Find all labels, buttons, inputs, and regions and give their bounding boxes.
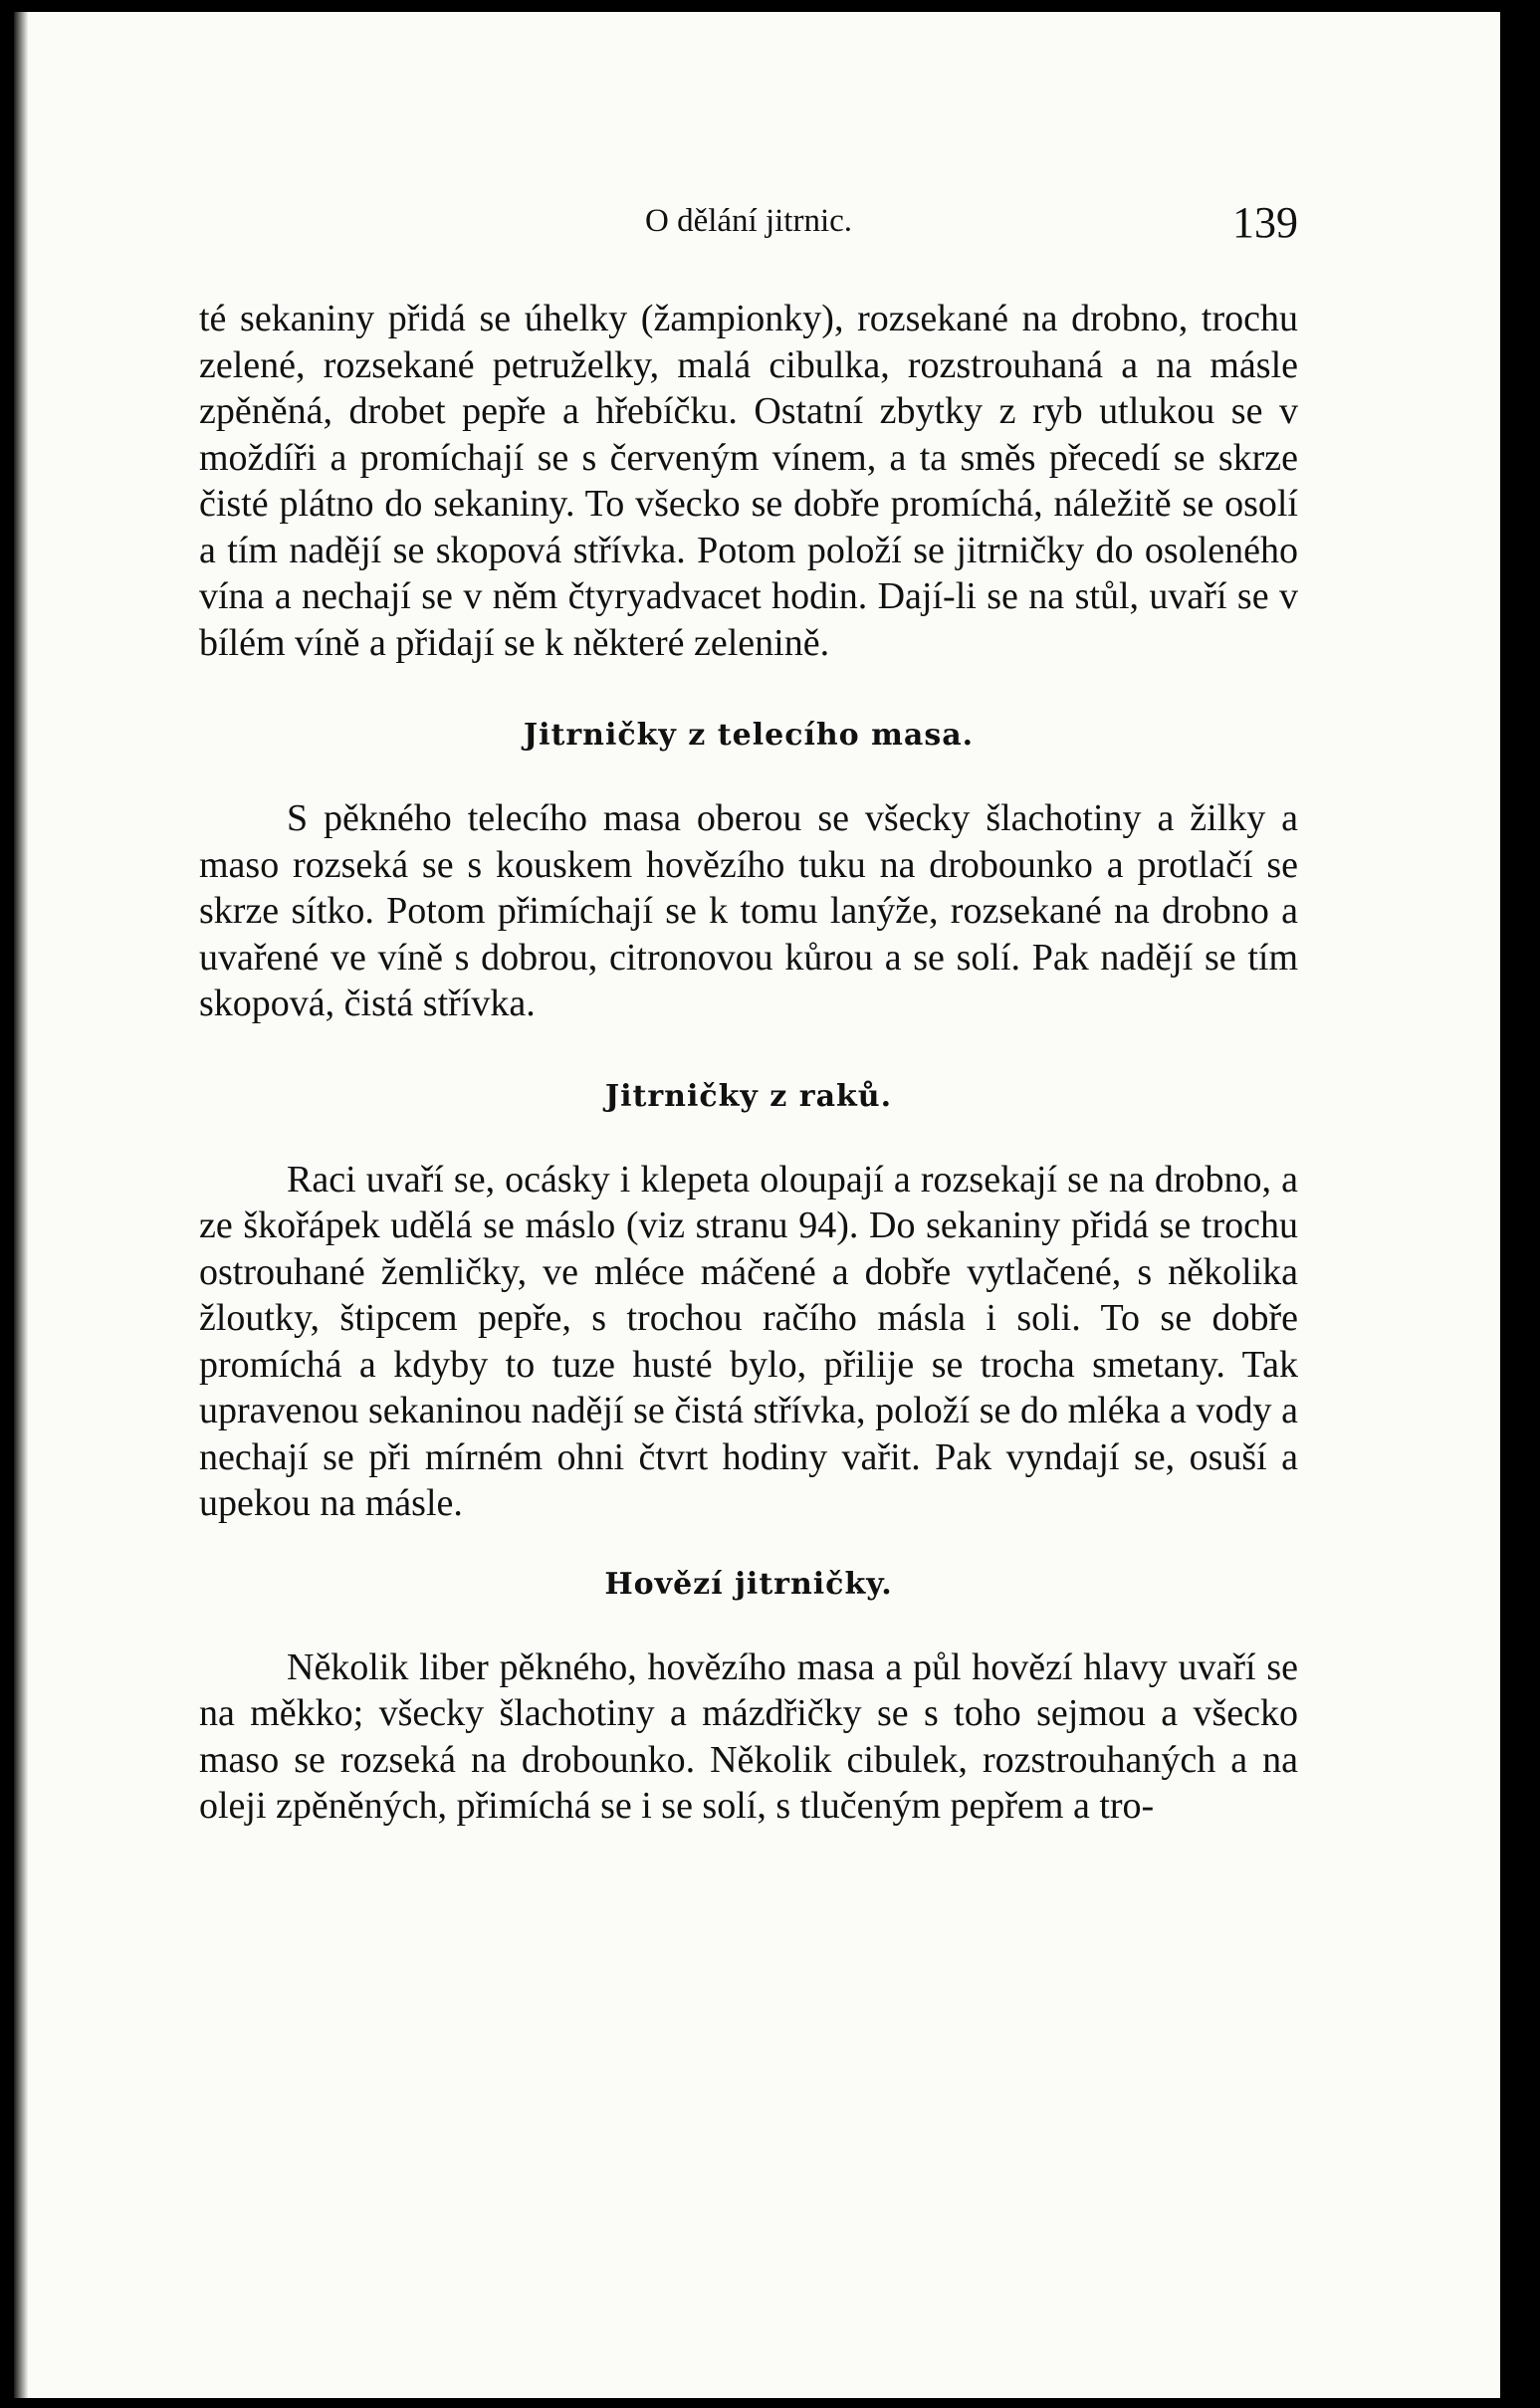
running-head <box>199 198 1298 253</box>
page-number: 139 <box>1232 198 1298 247</box>
page-binding-edge <box>14 12 28 2398</box>
paragraph-veal: S pěkného telecího masa oberou se všecky šlachotiny a žilky a maso rozseká se s kouskem hovězího tuku na drobounko a protlačí se skrze sítko. Potom přimíchají se k tomu lanýže, rozsekané na drobno a uvařené ve víně s dobrou, citronovou kůrou a se solí. Pak nadějí se tím skopová, čistá střívka. <box>199 797 1298 1024</box>
paragraph-beef: Několik liber pěkného, hovězího masa a půl hovězí hlavy uvaří se na měkko; všecky šlachotiny a mázdřičky se s toho sejmou a všecko maso se rozseká na drobounko. Několik cibulek, rozstrouhaných a na oleji zpěněných, přimíchá se i se solí, s tlučeným pepřem a tro- <box>199 1645 1298 1827</box>
section-heading-veal: Jitrničky z telecího masa. <box>523 718 975 753</box>
section-heading-beef: Hovězí jitrničky. <box>604 1566 893 1602</box>
section-heading-crayfish: Jitrničky z raků. <box>604 1078 893 1114</box>
page-body <box>199 296 1298 1830</box>
paragraph-fish-sausage-continuation: té sekaniny přidá se úhelky (žampionky), rozsekané na drobno, trochu zelené, rozsekané petruželky, malá cibulka, rozstrouhaná a na másle zpěněná, drobet pepře a hřebíčku. Ostatní zbytky z ryb utlukou se v moždíři a promíchají se s červeným vínem, a ta směs přecedí se skrze čisté plátno do sekaniny. To všecko se dobře promíchá, náležitě se osolí a tím nadějí se skopová střívka. Potom položí se jitrničky do osoleného vína a nechají se v něm čtyryadvacet hodin. Dají-li se na stůl, uvaří se v bílém víně a přidají se k některé zelenině. <box>199 298 1298 664</box>
book-page <box>14 12 1500 2398</box>
running-title: O dělání jitrnic. <box>644 203 853 239</box>
paragraph-crayfish: Raci uvaří se, ocásky i klepeta oloupají a rozsekají se na drobno, a ze škořápek udělá se máslo (viz stranu 94). Do sekaniny přidá se trochu ostrouhané žemličky, ve mléce máčené a dobře vytlačené, s několika žloutky, štipcem pepře, s trochou račího másla i soli. To se dobře promíchá a kdyby to tuze husté bylo, přilije se trocha smetany. Tak upravenou sekaninou nadějí se čistá střívka, položí se do mléka a vody a nechají se při mírném ohni čtvrt hodiny vařit. Pak vyndají se, osuší a upekou na másle. <box>199 1158 1298 1524</box>
